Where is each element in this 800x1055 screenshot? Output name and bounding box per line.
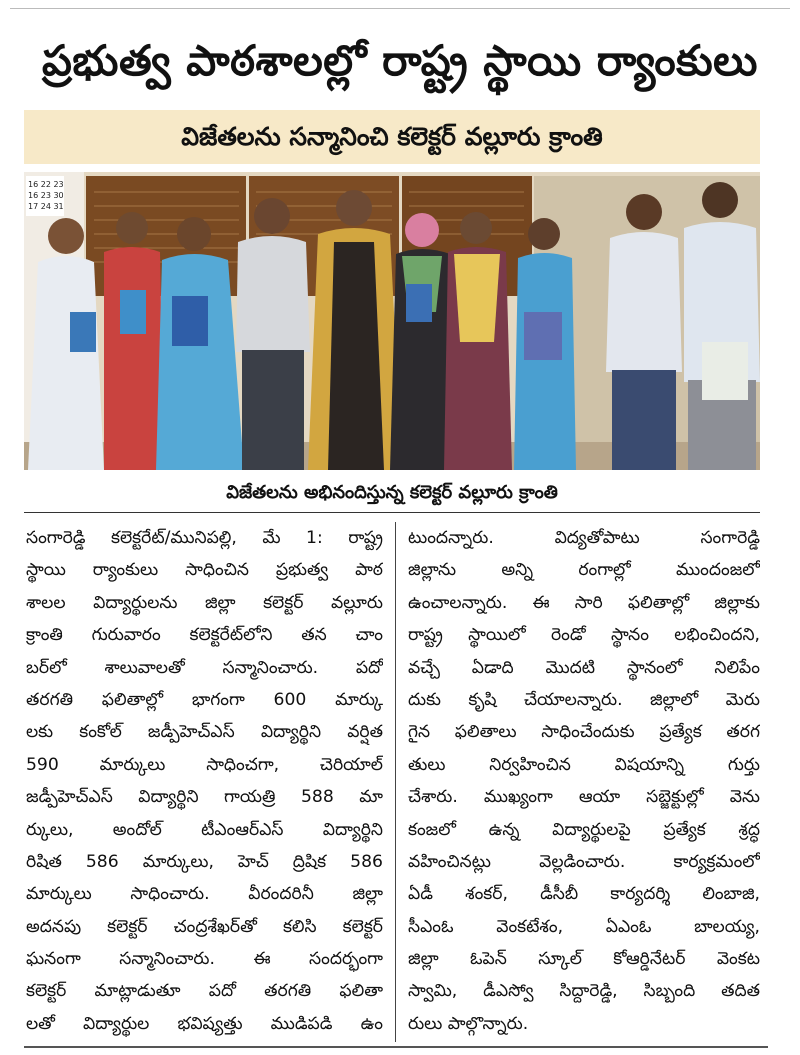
- article-line: టుందన్నారు. విద్యతోపాటు సంగారెడ్డి: [408, 528, 760, 548]
- calendar-row-1: 16 22 23: [28, 180, 64, 189]
- calendar-row-3: 17 24 31: [28, 202, 64, 211]
- article-line: సీఎంఓ వెంకటేశం, ఏఎంఓ బాలయ్య,: [408, 916, 760, 937]
- article-line: కంజలో ఉన్న విద్యార్థులపై ప్రత్యేక శ్రద్ధ: [408, 819, 760, 840]
- article-line: తులు నిర్వహించిన విషయాన్ని గుర్తు: [408, 754, 760, 775]
- article-line: స్వామి, డీఎస్వో సిద్దారెడ్డి, సిబ్బంది తదిత: [408, 981, 760, 1002]
- article-body: [24, 522, 768, 1042]
- article-column-left: [24, 522, 396, 1042]
- article-line: ర్కులు, అందోల్ టీఎంఆర్‌ఎస్ విద్యార్థిని: [26, 819, 383, 840]
- article-line: జిల్లా ఓపెన్ స్కూల్ కోఆర్డినేటర్ వెంకట: [408, 949, 760, 970]
- article-line: జడ్పీహెచ్‌ఎస్ విద్యార్థిని గాయత్రి 588 మా: [26, 787, 383, 808]
- article-line: దుకు కృషి చేయాలన్నారు. జిల్లాలో మెరు: [408, 689, 760, 710]
- article-line: క్రాంతి గురువారం కలెక్టరేట్‌లోని తన చాం: [26, 625, 383, 646]
- article-line: తరగతి ఫలితాల్లో భాగంగా 600 మార్కు: [26, 689, 383, 710]
- article-line: వహించినట్లు వెల్లడించారు. కార్యక్రమంలో: [408, 851, 760, 872]
- article-line: లకు కంకోల్ జడ్పీహెచ్‌ఎస్ విద్యార్థిని వర్షిత: [26, 722, 383, 743]
- headline: ప్రభుత్వ పాఠశాలల్లో రాష్ట్ర స్థాయి ర్యాంకులు: [42, 36, 758, 85]
- article-line: అదనపు కలెక్టర్ చంద్రశేఖర్‌తో కలిసి కలెక్టర్: [26, 916, 383, 937]
- article-line: కలెక్టర్ మాట్లాడుతూ పదో తరగతి ఫలితా: [26, 981, 383, 1002]
- article-line: గైన ఫలితాలు సాధించేందుకు ప్రత్యేక తరగ: [408, 722, 760, 743]
- article-line: బర్‌లో శాలువాలతో సన్మానించారు. పదో: [26, 657, 383, 678]
- calendar-row-2: 16 23 30: [28, 191, 64, 200]
- article-line: మార్కులు సాధించారు. వీరందరినీ జిల్లా: [26, 884, 383, 905]
- subheadline: విజేతలను సన్మానించి కలెక్టర్ వల్లూరు క్రాంతి: [24, 110, 760, 164]
- news-photo: [24, 172, 760, 470]
- article-line: వచ్చే ఏడాది మొదటి స్థానంలో నిలిపేం: [408, 657, 760, 678]
- article-line: లతో విద్యార్థుల భవిష్యత్తు ముడిపడి ఉం: [26, 1013, 383, 1034]
- top-rule: [10, 8, 790, 9]
- article-column-right: [396, 522, 768, 1042]
- bottom-rule: [24, 1046, 768, 1048]
- group-photo-illustration: [24, 172, 760, 470]
- article-line: రిషిత 586 మార్కులు, హెచ్ ద్రిషిక 586: [26, 851, 383, 872]
- article-line: స్థాయి ర్యాంకులు సాధించిన ప్రభుత్వ పాఠ: [26, 560, 383, 581]
- article-line: చేశారు. ముఖ్యంగా ఆయా సబ్జెక్టుల్లో వెను: [408, 787, 760, 808]
- article-line: జిల్లాను అన్ని రంగాల్లో ముందంజలో: [408, 560, 760, 581]
- article-line: ఏడీ శంకర్, డీసీబీ కార్యదర్శి లింబాజి,: [408, 884, 760, 905]
- article-line: శాలల విద్యార్థులను జిల్లా కలెక్టర్ వల్లూరు: [26, 592, 383, 613]
- photo-caption: విజేతలను అభినందిస్తున్న కలెక్టర్ వల్లూరు క్రాంతి: [24, 474, 760, 513]
- article-line: సంగారెడ్డి కలెక్టరేట్/మునిపల్లి, మే 1: రాష్ట్ర: [26, 528, 383, 548]
- article-line: రులు పాల్గొన్నారు.: [408, 1013, 529, 1034]
- article-line: ఘనంగా సన్మానించారు. ఈ సందర్భంగా: [26, 949, 383, 970]
- article-line: 590 మార్కులు సాధించగా, చెరియాల్: [26, 754, 383, 775]
- article-line: రాష్ట్ర స్థాయిలో రెండో స్థానం లభించిందని,: [408, 625, 760, 646]
- article-line: ఉంచాలన్నారు. ఈ సారి ఫలితాల్లో జిల్లాకు: [408, 592, 760, 613]
